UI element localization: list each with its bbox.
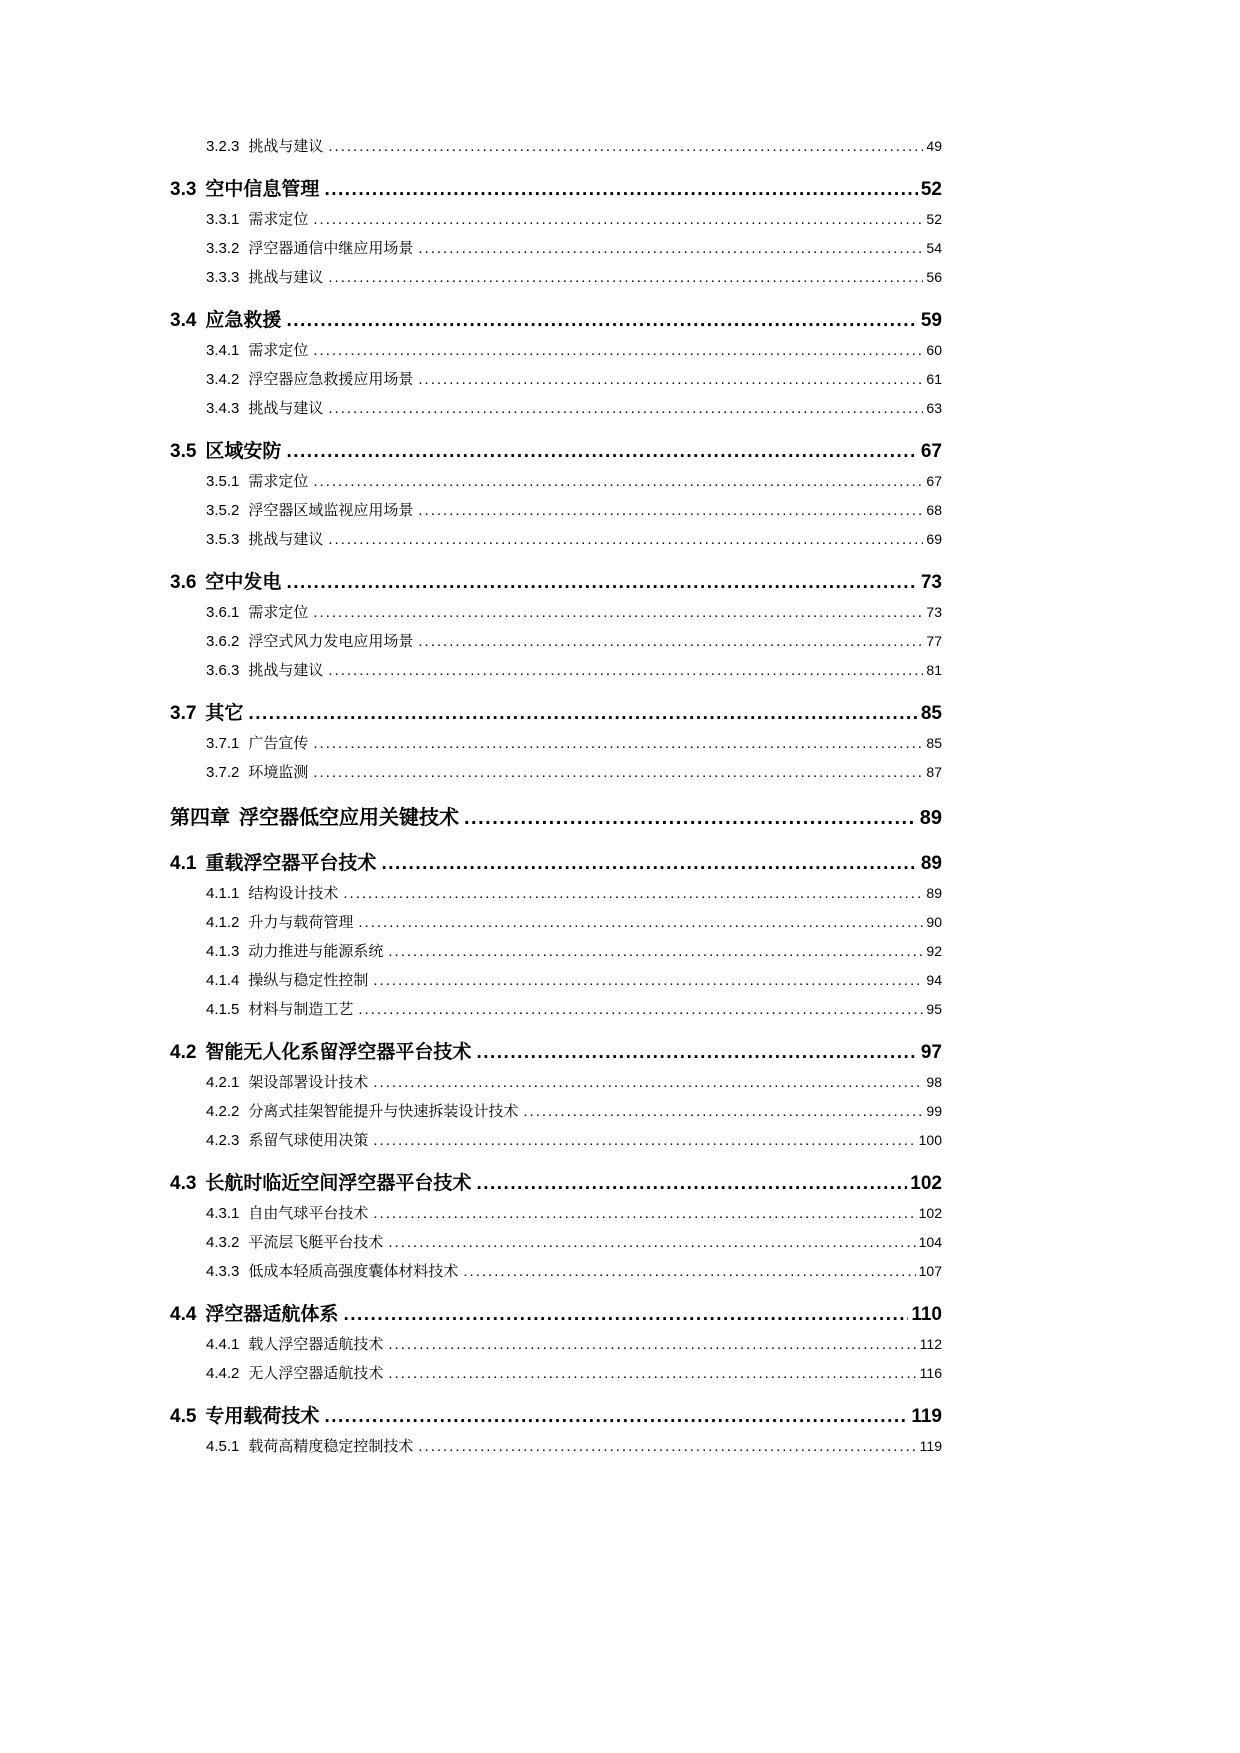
toc-entry-page: 63 xyxy=(926,400,942,416)
toc-entry[interactable] xyxy=(170,336,942,365)
dot-leader xyxy=(388,1360,916,1388)
toc-entry-page: 89 xyxy=(920,853,942,874)
toc-entry[interactable] xyxy=(170,263,942,292)
toc-entry-title: 挑战与建议 xyxy=(248,269,324,286)
toc-entry[interactable] xyxy=(170,365,942,394)
toc-entry-title: 浮空器区域监视应用场景 xyxy=(248,502,414,519)
toc-entry-title: 挑战与建议 xyxy=(248,400,324,417)
toc-entry-title: 挑战与建议 xyxy=(248,662,324,679)
dot-leader xyxy=(324,1401,908,1432)
toc-entry-number: 3.4.2 xyxy=(206,371,240,388)
toc-entry[interactable] xyxy=(170,132,942,161)
toc-entry-title: 自由气球平台技术 xyxy=(248,1205,369,1222)
dot-leader xyxy=(523,1098,923,1126)
toc-entry-number: 3.3 xyxy=(170,179,197,200)
toc-entry-title: 应急救援 xyxy=(205,310,282,331)
dot-leader xyxy=(418,366,923,394)
toc-entry-page: 54 xyxy=(926,240,942,256)
toc-entry-number: 3.5.2 xyxy=(206,502,240,519)
toc-entry-number: 4.4 xyxy=(170,1304,197,1325)
toc-entry-title: 低成本轻质高强度囊体材料技术 xyxy=(248,1263,459,1280)
toc-entry-number: 3.2.3 xyxy=(206,138,240,155)
dot-leader xyxy=(343,880,923,908)
toc-entry-number: 4.3.3 xyxy=(206,1263,240,1280)
toc-entry-page: 68 xyxy=(926,502,942,518)
toc-entry[interactable] xyxy=(170,1299,942,1330)
toc-entry-title: 需求定位 xyxy=(248,211,309,228)
toc-entry-title: 平流层飞艇平台技术 xyxy=(248,1234,384,1251)
toc-entry-number: 3.4.1 xyxy=(206,342,240,359)
toc-entry[interactable] xyxy=(170,801,942,835)
toc-entry-page: 95 xyxy=(926,1001,942,1017)
toc-entry-page: 92 xyxy=(926,943,942,959)
toc-entry-page: 85 xyxy=(926,735,942,751)
toc-entry[interactable] xyxy=(170,908,942,937)
toc-entry-number: 3.7.2 xyxy=(206,764,240,781)
toc-entry-page: 73 xyxy=(920,572,942,593)
toc-entry-page: 102 xyxy=(910,1173,942,1194)
toc-entry[interactable] xyxy=(170,598,942,627)
toc-entry-number: 4.1.1 xyxy=(206,885,240,902)
toc-entry-title: 动力推进与能源系统 xyxy=(248,943,384,960)
toc-entry[interactable] xyxy=(170,1168,942,1199)
toc-entry-title: 材料与制造工艺 xyxy=(248,1001,354,1018)
dot-leader xyxy=(286,436,917,467)
toc-entry-page: 119 xyxy=(919,1438,942,1454)
toc-entry-title: 其它 xyxy=(205,703,244,724)
toc-entry-page: 52 xyxy=(926,211,942,227)
toc-entry[interactable] xyxy=(170,656,942,685)
dot-leader xyxy=(313,337,923,365)
dot-leader xyxy=(381,848,917,879)
toc-entry-title: 重载浮空器平台技术 xyxy=(205,853,377,874)
toc-entry[interactable] xyxy=(170,1257,942,1286)
toc-entry-page: 77 xyxy=(926,633,942,649)
toc-entry[interactable] xyxy=(170,995,942,1024)
toc-entry-title: 区域安防 xyxy=(205,441,282,462)
toc-entry[interactable] xyxy=(170,879,942,908)
toc-entry-number: 3.7.1 xyxy=(206,735,240,752)
toc-entry-page: 52 xyxy=(920,179,942,200)
toc-entry-page: 89 xyxy=(926,885,942,901)
dot-leader xyxy=(418,628,923,656)
dot-leader xyxy=(418,1433,916,1461)
toc-entry-number: 3.6 xyxy=(170,572,197,593)
toc-entry-page: 112 xyxy=(919,1336,942,1352)
toc-entry-title: 浮空器低空应用关键技术 xyxy=(239,807,459,829)
toc-entry[interactable] xyxy=(170,1359,942,1388)
toc-entry-title: 无人浮空器适航技术 xyxy=(248,1365,384,1382)
dot-leader xyxy=(373,1200,915,1228)
toc-entry-page: 97 xyxy=(920,1042,942,1063)
toc-entry[interactable] xyxy=(170,467,942,496)
dot-leader xyxy=(388,1331,916,1359)
toc-entry-number: 4.3.2 xyxy=(206,1234,240,1251)
toc-entry-number: 4.1.5 xyxy=(206,1001,240,1018)
toc-entry-page: 60 xyxy=(926,342,942,358)
toc-entry-page: 100 xyxy=(918,1132,942,1148)
toc-entry-title: 载荷高精度稳定控制技术 xyxy=(248,1438,414,1455)
toc-entry-number: 4.2 xyxy=(170,1042,197,1063)
toc-entry-page: 119 xyxy=(911,1406,942,1427)
toc-entry-page: 110 xyxy=(911,1304,942,1325)
toc-entry-page: 116 xyxy=(919,1365,942,1381)
toc-entry-title: 空中发电 xyxy=(205,572,282,593)
toc-entry-number: 3.6.2 xyxy=(206,633,240,650)
dot-leader xyxy=(313,206,923,234)
dot-leader xyxy=(286,567,917,598)
toc-entry-number: 3.5.3 xyxy=(206,531,240,548)
toc-entry-number: 第四章 xyxy=(170,807,230,829)
toc-entry-title: 智能无人化系留浮空器平台技术 xyxy=(205,1042,472,1063)
toc-entry-page: 67 xyxy=(926,473,942,489)
dot-leader xyxy=(248,698,917,729)
toc-entry[interactable] xyxy=(170,627,942,656)
dot-leader xyxy=(373,1069,923,1097)
toc-entry-number: 3.7 xyxy=(170,703,197,724)
toc-entry-page: 87 xyxy=(926,764,942,780)
toc-entry-page: 104 xyxy=(918,1234,942,1250)
toc-entry-number: 4.1.2 xyxy=(206,914,240,931)
toc-entry-title: 载人浮空器适航技术 xyxy=(248,1336,384,1353)
toc-entry-number: 4.2.3 xyxy=(206,1132,240,1149)
toc-entry-title: 需求定位 xyxy=(248,342,309,359)
toc-entry[interactable] xyxy=(170,567,942,598)
toc-entry[interactable] xyxy=(170,394,942,423)
toc-entry[interactable] xyxy=(170,174,942,205)
toc-entry-page: 59 xyxy=(920,310,942,331)
dot-leader xyxy=(463,1258,915,1286)
toc-entry-title: 浮空器应急救援应用场景 xyxy=(248,371,414,388)
toc-entry-title: 空中信息管理 xyxy=(205,179,320,200)
toc-entry[interactable] xyxy=(170,436,942,467)
dot-leader xyxy=(476,1037,917,1068)
toc-entry-title: 架设部署设计技术 xyxy=(248,1074,369,1091)
toc-entry-number: 3.6.1 xyxy=(206,604,240,621)
toc-entry-number: 3.6.3 xyxy=(206,662,240,679)
dot-leader xyxy=(418,497,923,525)
toc-entry-page: 102 xyxy=(918,1205,942,1221)
dot-leader xyxy=(324,174,917,205)
toc-entry[interactable] xyxy=(170,848,942,879)
toc-entry-page: 99 xyxy=(926,1103,942,1119)
toc-entry-title: 浮空器适航体系 xyxy=(205,1304,339,1325)
toc-entry-number: 4.1.4 xyxy=(206,972,240,989)
dot-leader xyxy=(373,1127,915,1155)
toc-entry-title: 挑战与建议 xyxy=(248,531,324,548)
toc-entry-page: 81 xyxy=(926,662,942,678)
toc-entry-page: 49 xyxy=(926,138,942,154)
toc-entry-page: 90 xyxy=(926,914,942,930)
toc-entry[interactable] xyxy=(170,1037,942,1068)
toc-entry-number: 3.3.2 xyxy=(206,240,240,257)
toc-entry-page: 69 xyxy=(926,531,942,547)
toc-entry-page: 85 xyxy=(920,703,942,724)
toc-entry-number: 3.3.1 xyxy=(206,211,240,228)
toc-entry-number: 4.5 xyxy=(170,1406,197,1427)
toc-entry-number: 3.4 xyxy=(170,310,197,331)
dot-leader xyxy=(286,305,917,336)
toc-entry-title: 系留气球使用决策 xyxy=(248,1132,369,1149)
toc-entry-number: 4.3 xyxy=(170,1173,197,1194)
toc-entry[interactable] xyxy=(170,1330,942,1359)
dot-leader xyxy=(313,599,923,627)
toc-entry-number: 4.1.3 xyxy=(206,943,240,960)
toc-entry-number: 4.4.2 xyxy=(206,1365,240,1382)
toc-entry-title: 操纵与稳定性控制 xyxy=(248,972,369,989)
toc-entry-title: 分离式挂架智能提升与快速拆装设计技术 xyxy=(248,1103,519,1120)
dot-leader xyxy=(313,730,923,758)
dot-leader xyxy=(328,395,923,423)
dot-leader xyxy=(464,801,917,835)
table-of-contents xyxy=(170,132,942,1461)
toc-entry-title: 广告宣传 xyxy=(248,735,309,752)
toc-entry-title: 浮空式风力发电应用场景 xyxy=(248,633,414,650)
dot-leader xyxy=(418,235,923,263)
toc-entry-number: 4.1 xyxy=(170,853,197,874)
toc-entry-number: 4.4.1 xyxy=(206,1336,240,1353)
dot-leader xyxy=(343,1299,908,1330)
toc-entry-title: 长航时临近空间浮空器平台技术 xyxy=(205,1173,472,1194)
toc-entry[interactable] xyxy=(170,1432,942,1461)
toc-entry-page: 94 xyxy=(926,972,942,988)
toc-entry-number: 4.2.1 xyxy=(206,1074,240,1091)
toc-entry[interactable] xyxy=(170,937,942,966)
toc-entry-number: 3.5 xyxy=(170,441,197,462)
toc-entry-page: 89 xyxy=(919,807,942,829)
toc-entry-title: 结构设计技术 xyxy=(248,885,339,902)
toc-entry-number: 3.4.3 xyxy=(206,400,240,417)
toc-entry-number: 4.5.1 xyxy=(206,1438,240,1455)
toc-entry-page: 56 xyxy=(926,269,942,285)
dot-leader xyxy=(328,657,923,685)
toc-entry-page: 61 xyxy=(926,371,942,387)
dot-leader xyxy=(313,468,923,496)
toc-entry-title: 需求定位 xyxy=(248,604,309,621)
toc-entry-page: 107 xyxy=(918,1263,942,1279)
toc-entry-title: 挑战与建议 xyxy=(248,138,324,155)
dot-leader xyxy=(328,526,923,554)
dot-leader xyxy=(476,1168,907,1199)
toc-entry[interactable] xyxy=(170,1228,942,1257)
toc-entry-title: 专用载荷技术 xyxy=(205,1406,320,1427)
toc-entry-page: 73 xyxy=(926,604,942,620)
dot-leader xyxy=(388,938,923,966)
toc-entry[interactable] xyxy=(170,758,942,787)
toc-entry[interactable] xyxy=(170,1068,942,1097)
toc-entry[interactable] xyxy=(170,966,942,995)
toc-entry[interactable] xyxy=(170,205,942,234)
toc-entry[interactable] xyxy=(170,1126,942,1155)
toc-entry[interactable] xyxy=(170,1401,942,1432)
toc-entry-title: 升力与载荷管理 xyxy=(248,914,354,931)
dot-leader xyxy=(358,996,923,1024)
toc-entry-title: 需求定位 xyxy=(248,473,309,490)
toc-entry[interactable] xyxy=(170,1097,942,1126)
toc-entry-title: 环境监测 xyxy=(248,764,309,781)
dot-leader xyxy=(313,759,923,787)
dot-leader xyxy=(373,967,923,995)
toc-entry-number: 3.3.3 xyxy=(206,269,240,286)
toc-entry[interactable] xyxy=(170,698,942,729)
dot-leader xyxy=(358,909,923,937)
toc-entry[interactable] xyxy=(170,496,942,525)
toc-entry[interactable] xyxy=(170,234,942,263)
dot-leader xyxy=(328,133,923,161)
toc-entry-number: 4.2.2 xyxy=(206,1103,240,1120)
toc-entry[interactable] xyxy=(170,525,942,554)
toc-entry-page: 98 xyxy=(926,1074,942,1090)
dot-leader xyxy=(388,1229,915,1257)
toc-entry-title: 浮空器通信中继应用场景 xyxy=(248,240,414,257)
dot-leader xyxy=(328,264,923,292)
toc-entry[interactable] xyxy=(170,1199,942,1228)
toc-entry-page: 67 xyxy=(920,441,942,462)
toc-entry[interactable] xyxy=(170,305,942,336)
toc-entry-number: 4.3.1 xyxy=(206,1205,240,1222)
toc-entry[interactable] xyxy=(170,729,942,758)
toc-entry-number: 3.5.1 xyxy=(206,473,240,490)
